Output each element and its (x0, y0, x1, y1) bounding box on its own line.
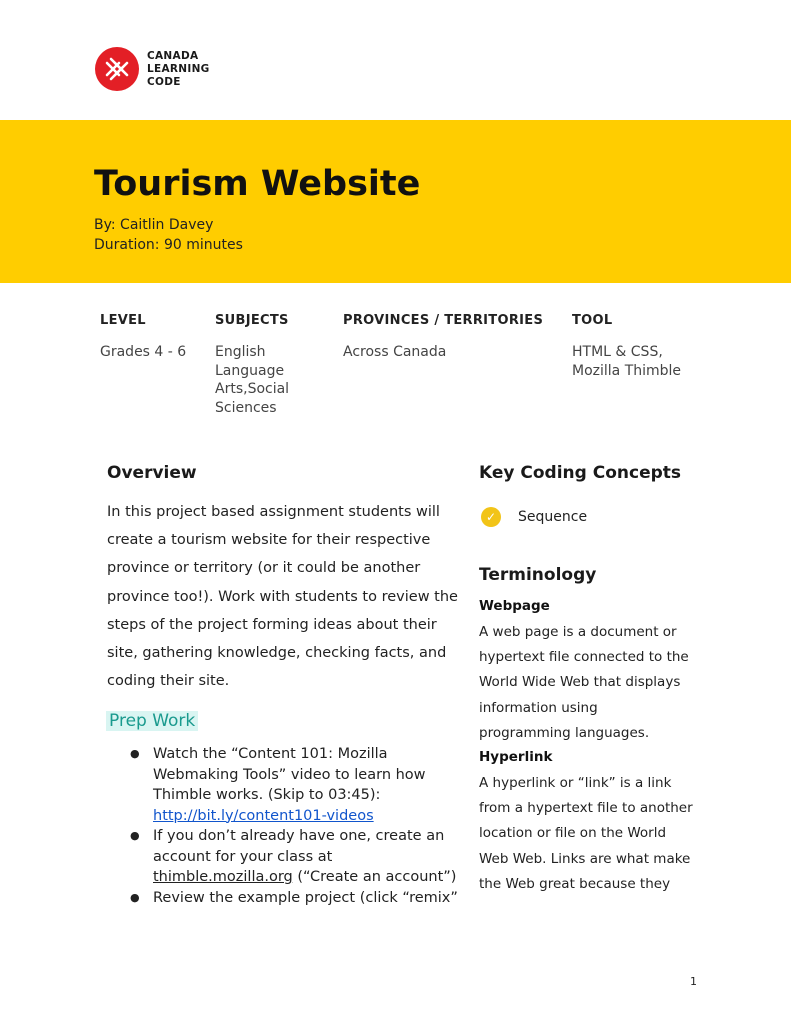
provinces-value (343, 343, 446, 362)
prep-line: ● If you don’t already have one, create an (153, 828, 445, 844)
term-line: A hyperlink or “link” is a link (479, 775, 672, 791)
tool-line: HTML & CSS, (572, 344, 663, 360)
term-line: from a hypertext file to another (479, 800, 693, 817)
tool-heading: TOOL (572, 313, 613, 328)
author: By: Caitlin Davey (94, 217, 214, 233)
check-circle-icon: ✓ (481, 507, 501, 527)
overview-line: In this project based assignment students will (107, 504, 440, 520)
prep-line: Thimble works. (Skip to 03:45): (153, 787, 381, 803)
list-item (130, 888, 458, 909)
tool-line: Mozilla Thimble (572, 362, 682, 379)
level-line: Grades 4 - 6 (100, 344, 187, 360)
term-definition (479, 620, 709, 746)
prep-line: ● Watch the “Content 101: Mozilla (153, 746, 388, 762)
overview-line: steps of the project forming ideas about their (107, 616, 437, 633)
overview-line: province too!). Work with students to review the (107, 588, 458, 605)
title-banner (0, 120, 791, 283)
overview-line: create a tourism website for their respective (107, 532, 431, 549)
page-title: Tourism Website (94, 164, 421, 204)
provinces-heading: PROVINCES / TERRITORIES (343, 313, 544, 328)
term-line: the Web great because they (479, 875, 671, 892)
duration: Duration: 90 minutes (94, 237, 243, 253)
level-value (100, 343, 186, 362)
content101-videos-link[interactable]: http://bit.ly/content101-videos (153, 807, 374, 824)
prep-line-suffix: (“Create an account”) (292, 869, 457, 885)
prep-work-heading: Prep Work (106, 711, 198, 731)
concept-item (481, 507, 587, 527)
overview-paragraph (107, 498, 457, 695)
list-item (130, 826, 457, 888)
term-line: programming languages. (479, 724, 650, 741)
prep-line: account for your class at (153, 848, 333, 865)
term-line: information using (479, 699, 598, 716)
key-concepts-heading: Key Coding Concepts (479, 463, 682, 483)
term-line: location or file on the World (479, 825, 667, 842)
subjects-line: Arts,Social (215, 381, 290, 397)
logo-line-1: CANADA (147, 49, 199, 62)
thimble-link[interactable]: thimble.mozilla.org (153, 869, 293, 885)
list-item (130, 744, 450, 826)
term-name: Hyperlink (479, 749, 553, 765)
subjects-heading: SUBJECTS (215, 313, 289, 328)
prep-line: Webmaking Tools” video to learn how (153, 766, 426, 783)
provinces-line: Across Canada (343, 344, 447, 360)
subjects-line: Sciences (215, 399, 277, 416)
page-number: 1 (690, 975, 697, 988)
canada-learning-code-logo-icon (95, 47, 139, 91)
overview-line: site, gathering knowledge, checking facts, and (107, 645, 447, 662)
logo-line-2: LEARNING (147, 62, 210, 75)
logo (95, 47, 210, 91)
overview-line: province or territory (or it could be another (107, 560, 421, 577)
subjects-line: English (215, 344, 266, 360)
term-line: World Wide Web that displays (479, 674, 681, 691)
concept-label: Sequence (518, 509, 588, 525)
tool-value (572, 343, 681, 380)
term-definition (479, 771, 709, 897)
logo-line-3: CODE (147, 75, 181, 88)
subjects-value (215, 343, 289, 417)
overview-heading: Overview (107, 463, 197, 483)
logo-wordmark (147, 50, 210, 89)
level-heading: LEVEL (100, 313, 146, 328)
term-name: Webpage (479, 598, 550, 614)
overview-line: coding their site. (107, 673, 230, 690)
byline (94, 215, 243, 255)
prep-line: ● Review the example project (click “remix” (153, 889, 458, 906)
term-line: Web Web. Links are what make (479, 850, 691, 867)
term-line: hypertext file connected to the (479, 649, 689, 666)
subjects-line: Language (215, 362, 285, 379)
prep-work-list (130, 744, 458, 908)
term-line: A web page is a document or (479, 624, 677, 640)
terminology-heading: Terminology (479, 565, 597, 585)
